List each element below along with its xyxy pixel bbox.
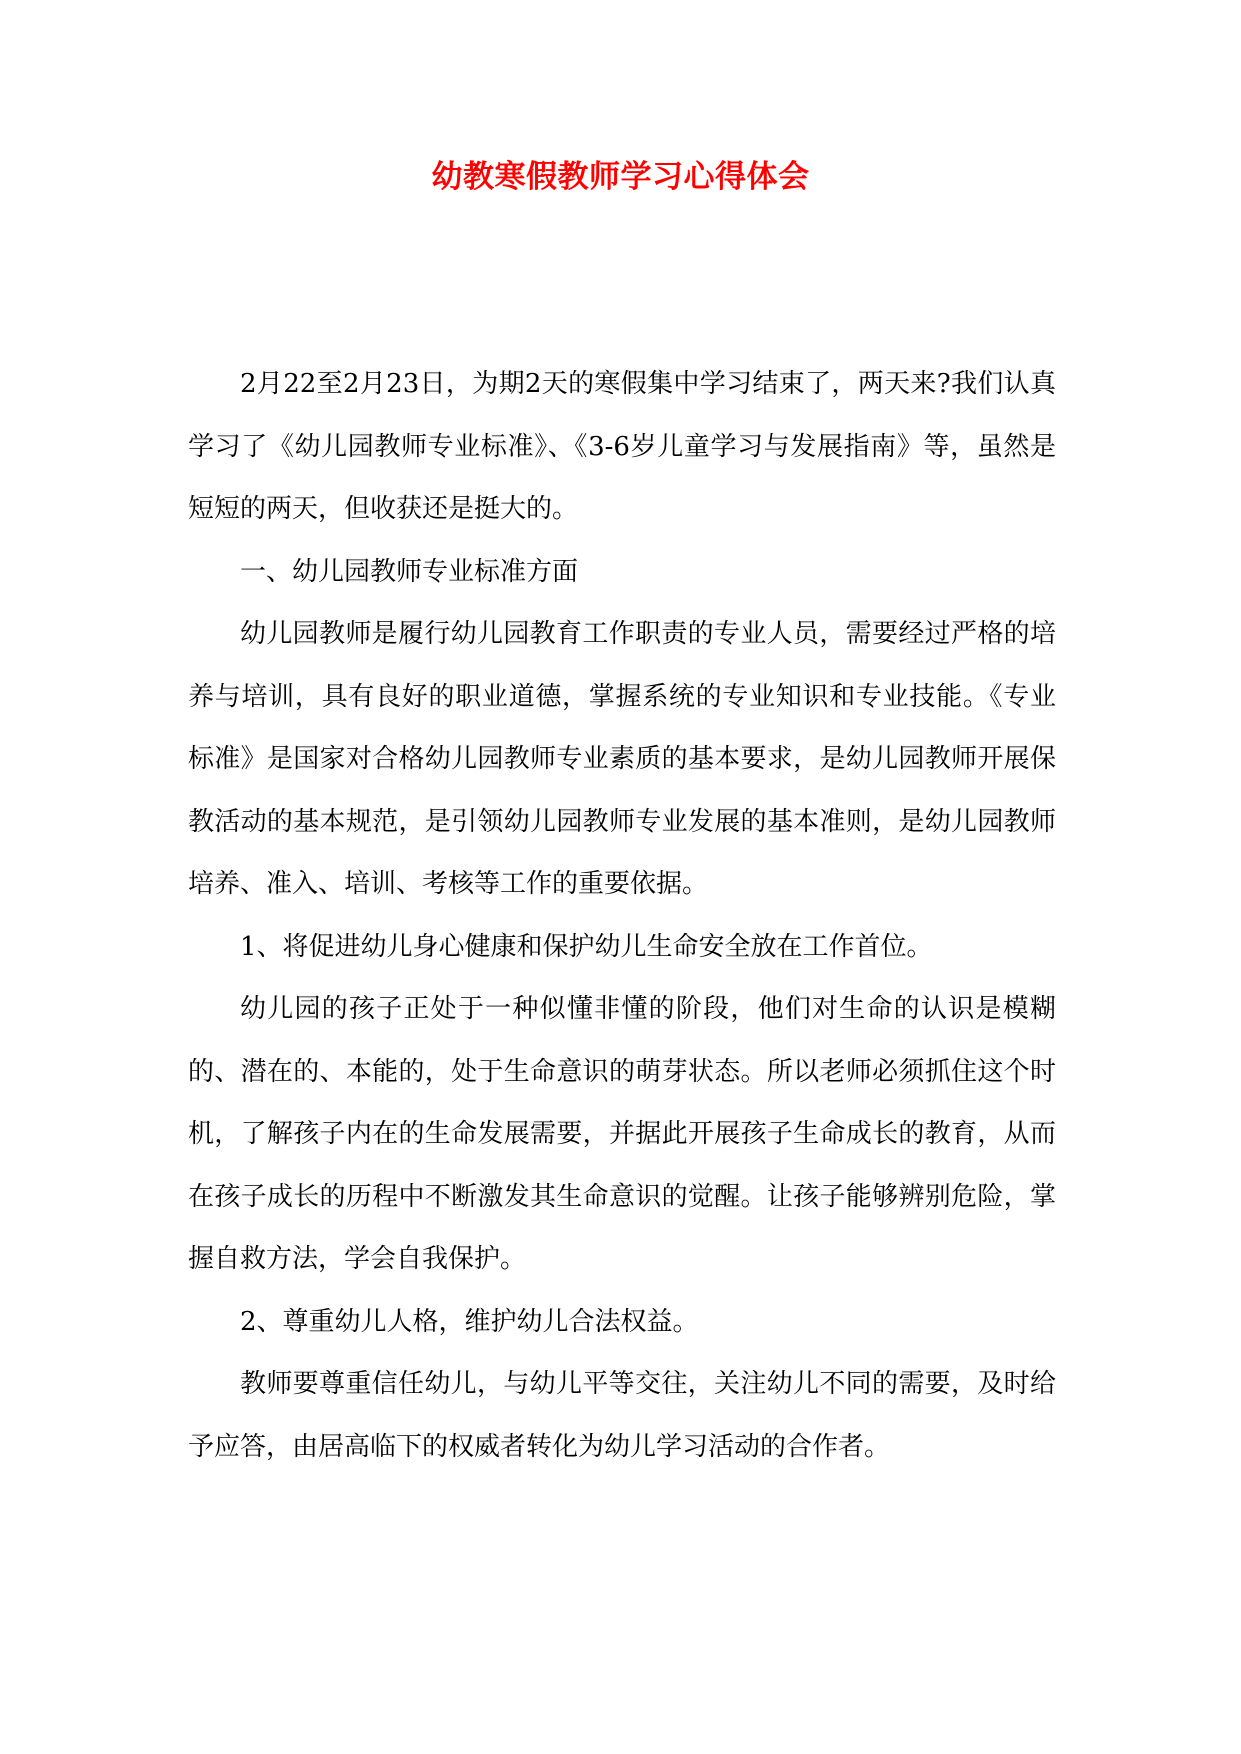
paragraph-intro: 2月22至2月23日，为期2天的寒假集中学习结束了，两天来?我们认真学习了《幼儿园教师专业标准》、《3-6岁儿童学习与发展指南》等，虽然是短短的两天，但收获还是挺大的。 <box>188 369 1056 524</box>
document-title: 幼教寒假教师学习心得体会 <box>431 159 810 195</box>
paragraph-point-2: 教师要尊重信任幼儿，与幼儿平等交往，关注幼儿不同的需要，及时给予应答，由居高临下的权威者转化为幼儿学习活动的合作者。 <box>188 1369 1056 1462</box>
section-heading-standards: 一、幼儿园教师专业标准方面 <box>240 556 579 587</box>
point-heading-1: 1、将促进幼儿身心健康和保护幼儿生命安全放在工作首位。 <box>240 931 933 962</box>
paragraph-point-1: 幼儿园的孩子正处于一种似懂非懂的阶段，他们对生命的认识是模糊的、潜在的、本能的，处于生命意识的萌芽状态。所以老师必须抓住这个时机，了解孩子内在的生命发展需要，并据此开展孩子生命成长的教育，从而在孩子成长的历程中不断激发其生命意识的觉醒。让孩子能够辨别危险，掌握自救方法，学会自我保护。 <box>188 994 1056 1274</box>
document-body <box>188 353 1056 1478</box>
paragraph-standards: 幼儿园教师是履行幼儿园教育工作职责的专业人员，需要经过严格的培养与培训，具有良好的职业道德，掌握系统的专业知识和专业技能。《专业标准》是国家对合格幼儿园教师专业素质的基本要求，是幼儿园教师开展保教活动的基本规范，是引领幼儿园教师专业发展的基本准则，是幼儿园教师培养、准入、培训、考核等工作的重要依据。 <box>188 619 1056 899</box>
point-heading-2: 2、尊重幼儿人格，维护幼儿合法权益。 <box>240 1306 699 1337</box>
